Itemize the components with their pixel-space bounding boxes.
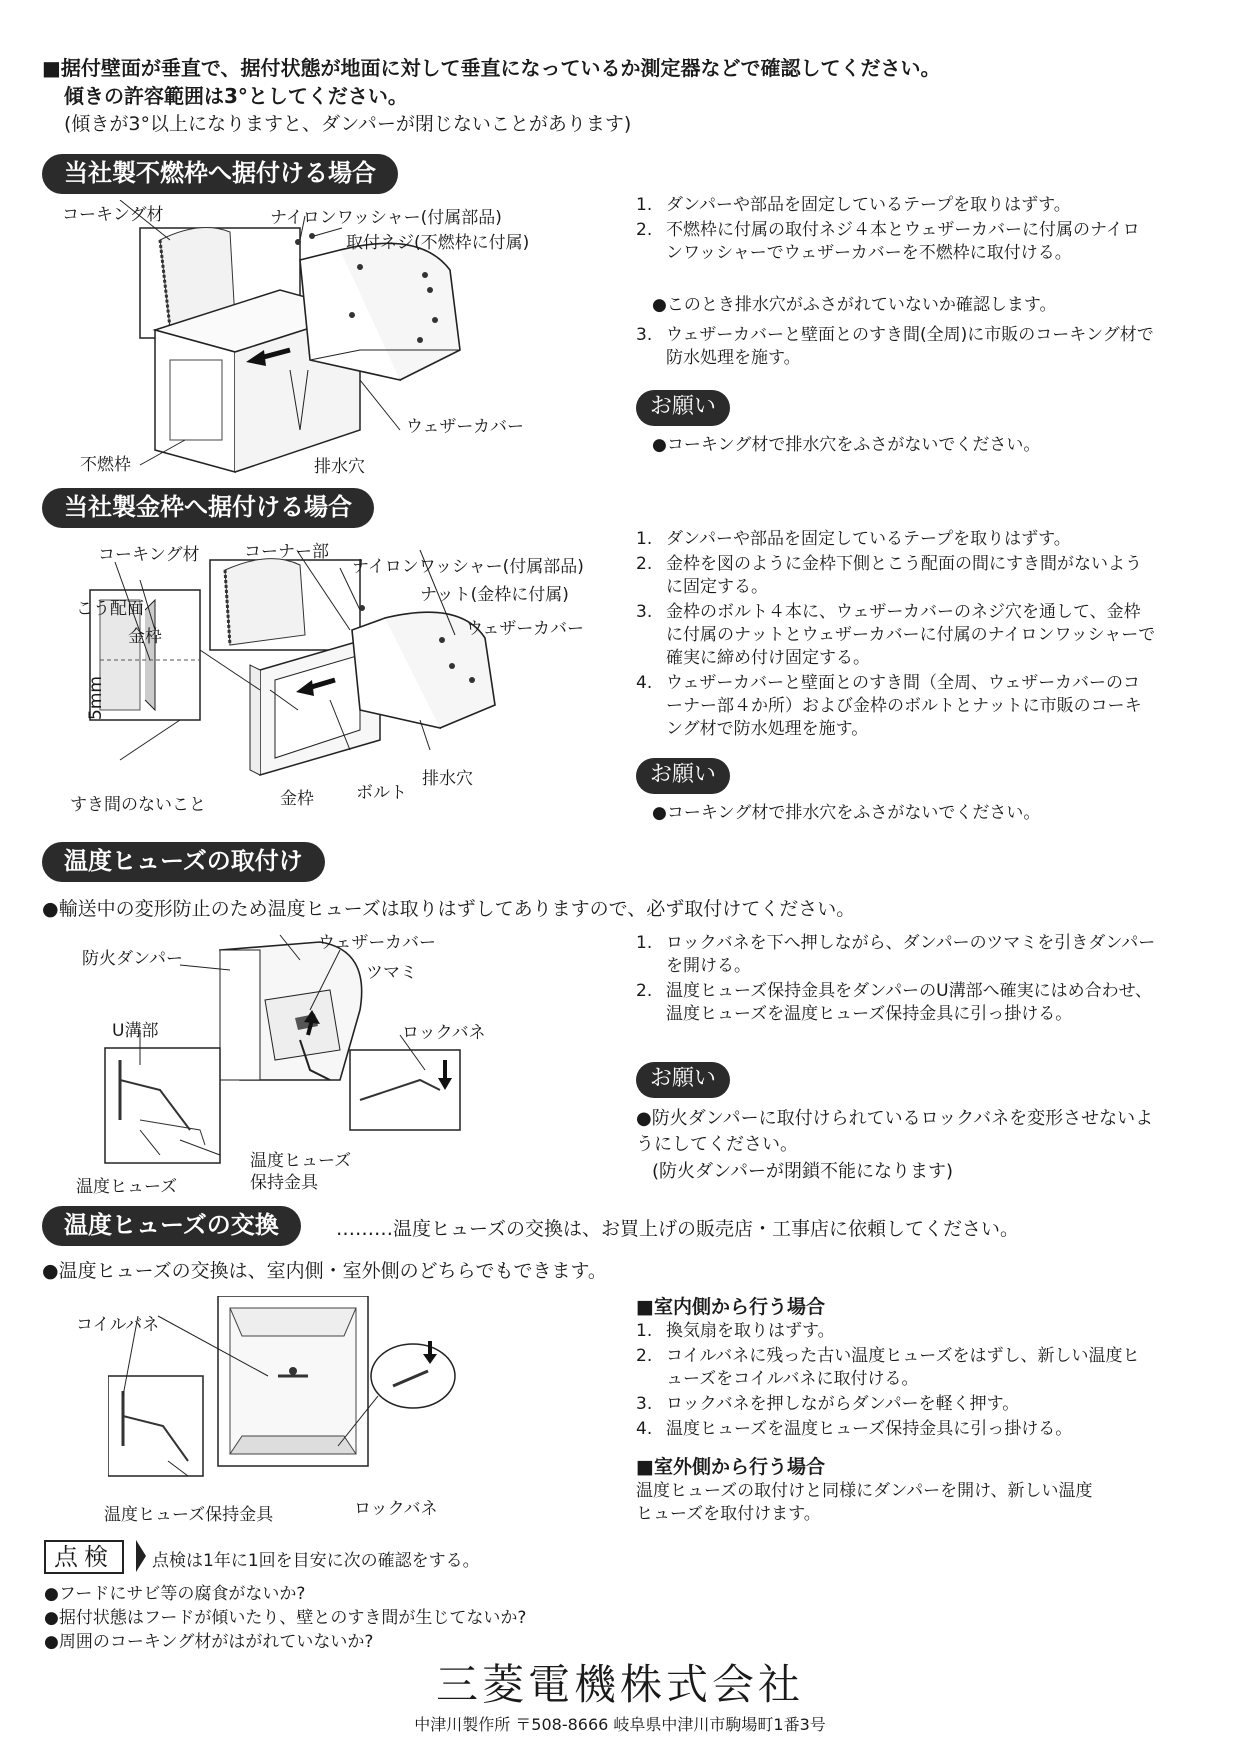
- inspection-arrow-icon: [136, 1540, 146, 1572]
- sec3-label-holder1: 温度ヒューズ: [250, 1151, 352, 1171]
- sec4-indoor-step-1: [636, 1320, 1156, 1343]
- sec4-title-note: ………温度ヒューズの交換は、お買上げの販売店・工事店に依頼してください。: [336, 1218, 1020, 1240]
- intro-line2: 傾きの許容範囲は3°としてください。: [64, 84, 408, 108]
- sec2-request-text: ●コーキング材で排水穴をふさがないでください。: [652, 803, 1041, 823]
- intro-line1: ■据付壁面が垂直で、据付状態が地面に対して垂直になっているか測定器などで確認してください。: [42, 56, 941, 80]
- sec2-label-frame1: 金枠: [128, 627, 162, 647]
- step-number: 3.: [636, 1394, 653, 1414]
- sec2-label-nogap: すき間のないこと: [70, 795, 206, 815]
- sec1-label-washer: ナイロンワッシャー(付属部品): [270, 208, 502, 228]
- step-number: 2.: [636, 981, 653, 1001]
- sec3-label-holder2: 保持金具: [250, 1173, 318, 1193]
- step-text: 金枠を図のように金枠下側とこう配面の間にすき間がないように固定する。: [666, 554, 1142, 597]
- sec1-request-text: ●コーキング材で排水穴をふさがないでください。: [652, 435, 1041, 455]
- company-address: 中津川製作所 〒508-8666 岐阜県中津川市駒場町1番3号: [414, 1715, 826, 1734]
- step-text: 不燃枠に付属の取付ネジ４本とウェザーカバーに付属のナイロンワッシャーでウェザーカバーを不燃枠に取付ける。: [666, 220, 1140, 263]
- sec2-steps: [636, 528, 1156, 743]
- step-text: 温度ヒューズ保持金具をダンパーのU溝部へ確実にはめ合わせ、温度ヒューズを温度ヒューズ保持金具に引っ掛ける。: [666, 981, 1153, 1024]
- inspection-items: [44, 1582, 744, 1654]
- step-number: 1.: [636, 933, 653, 953]
- step-text: 換気扇を取りはずす。: [666, 1321, 835, 1341]
- inspection-item: ●周囲のコーキング材がはがれていないか?: [44, 1632, 374, 1652]
- sec1-step-2: [636, 219, 1156, 265]
- company-name: 三菱電機株式会社: [435, 1660, 804, 1709]
- sec4-label-holder: 温度ヒューズ保持金具: [104, 1505, 274, 1525]
- sec3-label-ugroove: U溝部: [112, 1021, 159, 1041]
- step-text: ダンパーや部品を固定しているテープを取りはずす。: [666, 195, 1071, 215]
- sec4-note: ●温度ヒューズの交換は、室内側・室外側のどちらでもできます。: [42, 1260, 607, 1282]
- step-text: ウェザーカバーと壁面とのすき間（全周、ウェザーカバーのコーナー部４か所）および金枠のボルトとナットに市販のコーキング材で防水処理を施す。: [666, 673, 1142, 739]
- sec3-label-fuse: 温度ヒューズ: [76, 1177, 178, 1197]
- sec3-note: ●輸送中の変形防止のため温度ヒューズは取りはずしてありますので、必ず取付けてください。: [42, 898, 856, 920]
- sec3-title: 温度ヒューズの取付け: [42, 842, 325, 882]
- sec2-step-2: [636, 553, 1156, 599]
- sec2-label-wall: こう配面: [76, 599, 144, 619]
- sec2-step-1: [636, 528, 1156, 551]
- sec2-request-badge: お願い: [636, 758, 730, 794]
- intro-line3: (傾きが3°以上になりますと、ダンパーが閉じないことがあります): [64, 113, 632, 135]
- step-number: 1.: [636, 529, 653, 549]
- sec3-step-1: [636, 932, 1156, 978]
- sec2-label-mm: 5mm: [86, 676, 106, 720]
- sec3-request-text2: (防火ダンパーが閉鎖不能になります): [652, 1161, 953, 1182]
- sec4-indoor-step-4: [636, 1418, 1156, 1441]
- sec3-step-2: [636, 980, 1156, 1026]
- sec2-label-caulk: コーキング材: [98, 545, 200, 565]
- sec3-request-badge: お願い: [636, 1062, 730, 1098]
- step-text: 温度ヒューズを温度ヒューズ保持金具に引っ掛ける。: [666, 1419, 1073, 1439]
- step-number: 4.: [636, 1419, 653, 1439]
- intro: [42, 54, 1202, 138]
- sec2-label-bolt: ボルト: [356, 783, 407, 803]
- step-number: 2.: [636, 554, 653, 574]
- inspection-item: ●フードにサビ等の腐食がないか?: [44, 1584, 306, 1604]
- sec4-indoor-step-2: [636, 1345, 1156, 1391]
- sec3-label-knob: ツマミ: [366, 963, 417, 983]
- step-text: ロックバネを押しながらダンパーを軽く押す。: [666, 1394, 1020, 1414]
- sec3-request-text1: ●防火ダンパーに取付けられているロックバネを変形させないようにしてください。: [636, 1108, 1154, 1155]
- sec2-title: 当社製金枠へ据付ける場合: [42, 488, 374, 528]
- sec4-outdoor-title: ■室外側から行う場合: [636, 1456, 825, 1478]
- sec1-steps2: [636, 324, 1156, 372]
- sec4-indoor-title: ■室内側から行う場合: [636, 1296, 825, 1318]
- step-text: ロックバネを下へ押しながら、ダンパーのツマミを引きダンパーを開ける。: [666, 933, 1156, 976]
- sec2-step-4: [636, 672, 1156, 741]
- step-text: 金枠のボルト４本に、ウェザーカバーのネジ穴を通して、金枠に付属のナットとウェザーカバーに付属のナイロンワッシャーで確実に締め付け固定する。: [666, 602, 1156, 668]
- sec1-bullet: ●このとき排水穴がふさがれていないか確認します。: [652, 295, 1057, 315]
- sec2-label-frame2: 金枠: [280, 789, 314, 809]
- sec4-label-coil: コイルバネ: [76, 1315, 160, 1335]
- sec3-label-cover: ウェザーカバー: [318, 933, 436, 953]
- step-number: 2.: [636, 1346, 653, 1366]
- sec4-label-lockspring: ロックバネ: [354, 1499, 438, 1519]
- sec2-illustration: [60, 540, 620, 800]
- sec1-label-cover: ウェザーカバー: [406, 417, 524, 437]
- sec1-request-badge: お願い: [636, 390, 730, 426]
- sec2-label-cover: ウェザーカバー: [466, 619, 584, 639]
- sec2-label-nut: ナット(金枠に付属): [420, 585, 569, 605]
- sec4-indoor-steps: [636, 1320, 1156, 1443]
- step-number: 2.: [636, 220, 653, 240]
- sec4-outdoor-text: 温度ヒューズの取付けと同様にダンパーを開け、新しい温度ヒューズを取付けます。: [636, 1481, 1093, 1524]
- inspection-item: ●据付状態はフードが傾いたり、壁とのすき間が生じてないか?: [44, 1608, 527, 1628]
- sec3-steps: [636, 932, 1156, 1028]
- step-number: 3.: [636, 602, 653, 622]
- sec2-label-washer: ナイロンワッシャー(付属部品): [352, 557, 584, 577]
- step-number: 3.: [636, 325, 653, 345]
- sec1-steps: [636, 194, 1156, 267]
- inspection-lead: 点検は1年に1回を目安に次の確認をする。: [152, 1551, 480, 1571]
- sec1-title: 当社製不燃枠へ据付ける場合: [42, 154, 398, 194]
- sec2-step-3: [636, 601, 1156, 670]
- step-number: 4.: [636, 673, 653, 693]
- inspection-badge: 点検: [44, 1540, 124, 1574]
- sec3-label-damper: 防火ダンパー: [82, 949, 183, 969]
- sec4-title: 温度ヒューズの交換: [42, 1206, 301, 1246]
- sec1-label-caulk: コーキング材: [62, 205, 164, 225]
- step-number: 1.: [636, 1321, 653, 1341]
- step-text: ウェザーカバーと壁面とのすき間(全周)に市販のコーキング材で防水処理を施す。: [666, 325, 1154, 368]
- sec1-label-screw: 取付ネジ(不燃枠に付属): [346, 233, 530, 253]
- sec4-illustration: [108, 1296, 488, 1496]
- sec4-indoor-step-3: [636, 1393, 1156, 1416]
- sec3-label-lockspring: ロックバネ: [402, 1023, 486, 1043]
- sec2-label-drain: 排水穴: [422, 769, 473, 789]
- sec1-label-frame: 不燃枠: [80, 455, 131, 475]
- sec1-step-1: [636, 194, 1156, 217]
- sec2-label-corner: コーナー部: [244, 542, 329, 562]
- step-text: ダンパーや部品を固定しているテープを取りはずす。: [666, 529, 1071, 549]
- sec1-label-drain: 排水穴: [314, 457, 365, 477]
- sec1-step-3: [636, 324, 1156, 370]
- step-number: 1.: [636, 195, 653, 215]
- step-text: コイルバネに残った古い温度ヒューズをはずし、新しい温度ヒューズをコイルバネに取付ける。: [666, 1346, 1140, 1389]
